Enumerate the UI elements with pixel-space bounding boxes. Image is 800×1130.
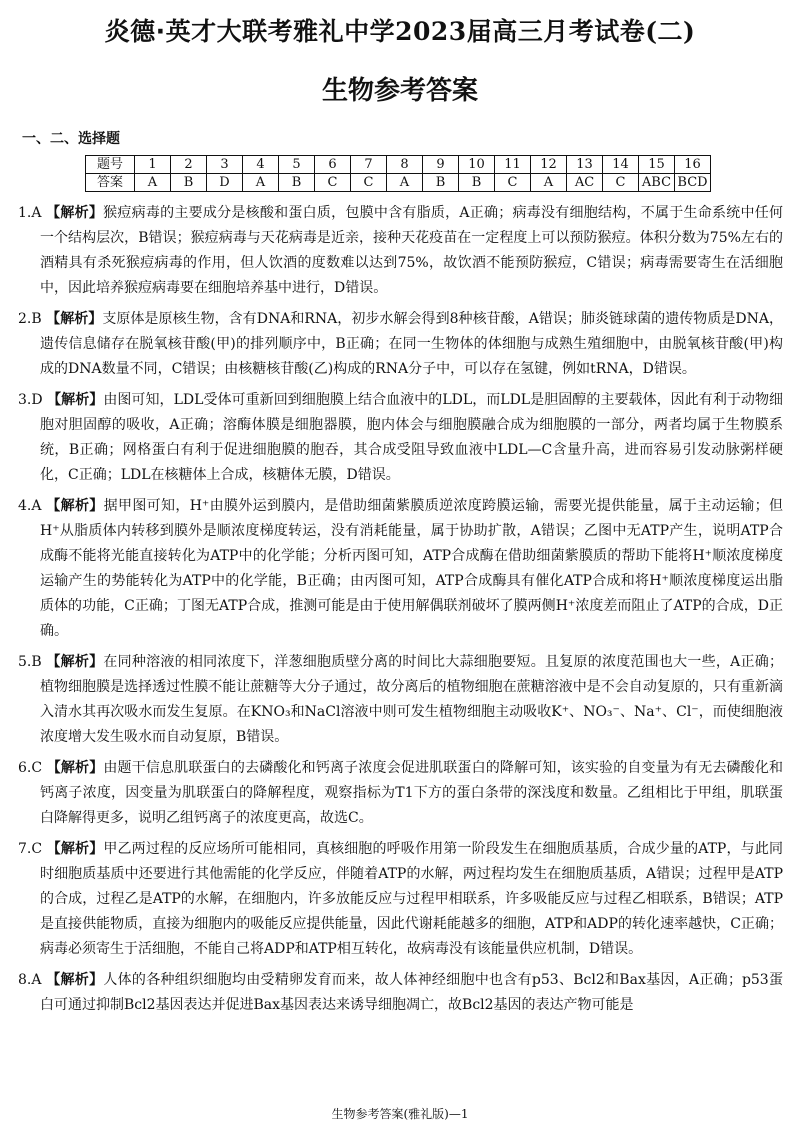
question-number: 9 — [423, 156, 459, 174]
question-number: 8 — [387, 156, 423, 174]
page-subtitle: 生物参考答案 — [321, 76, 478, 106]
question-number: 13 — [567, 156, 603, 174]
explanation-item — [18, 307, 783, 382]
question-number: 16 — [675, 156, 711, 174]
page-title — [0, 12, 800, 48]
answer-table — [85, 155, 711, 192]
page-footer: 生物参考答案(雅礼版)—1 — [331, 1107, 469, 1121]
explanation-item — [18, 756, 783, 831]
explanation-item — [18, 201, 783, 301]
answer-cell: C — [495, 174, 531, 192]
explanation-text: 猴痘病毒的主要成分是核酸和蛋白质，包膜中含有脂质，A正确；病毒没有细胞结构，不属于生命系统中任何一个结构层次，B错误；猴痘病毒与天花病毒是近亲，接种天花疫苗在一定程度上可以预防猴痘。体积分数为75%左右的酒精具有杀死猴痘病毒的作用，但人饮酒的度数难以达到75%，故饮酒不能预防猴痘，C错误；病毒需要寄生在活细胞中，因此培养猴痘病毒要在细胞培养基中进行，D错误。 — [40, 205, 784, 296]
question-answer-label: 1.A — [18, 205, 42, 221]
explanation-item — [18, 494, 783, 644]
question-answer-label: 8.A — [18, 972, 42, 988]
question-number: 2 — [171, 156, 207, 174]
answer-cell: C — [603, 174, 639, 192]
answer-cell: AC — [567, 174, 603, 192]
question-number: 14 — [603, 156, 639, 174]
question-number: 3 — [207, 156, 243, 174]
answer-cell: A — [531, 174, 567, 192]
answer-cell: B — [459, 174, 495, 192]
explanation-list — [18, 201, 783, 1024]
analysis-tag: 【解析】 — [46, 654, 104, 670]
question-number: 15 — [639, 156, 675, 174]
question-answer-label: 5.B — [18, 654, 42, 670]
answer-cell: C — [351, 174, 387, 192]
question-answer-label: 4.A — [18, 498, 42, 514]
analysis-tag: 【解析】 — [47, 392, 104, 408]
question-number: 6 — [315, 156, 351, 174]
exam-brand: 炎德·英才大联考 — [104, 17, 294, 46]
answer-cell: B — [171, 174, 207, 192]
question-answer-label: 3.D — [18, 392, 43, 408]
answer-cell: B — [279, 174, 315, 192]
explanation-text: 人体的各种组织细胞均由受精卵发育而来，故人体神经细胞中也含有p53、Bcl2和Bax基因，A正确；p53蛋白可通过抑制Bcl2基因表达并促进Bax基因表达来诱导细胞凋亡，故Bcl2基因的表达产物可能是 — [40, 972, 784, 1013]
question-answer-label: 2.B — [18, 311, 42, 327]
question-number: 11 — [495, 156, 531, 174]
question-number: 4 — [243, 156, 279, 174]
answer-cell: ABC — [639, 174, 675, 192]
question-number: 10 — [459, 156, 495, 174]
answer-table-number-row — [86, 156, 711, 174]
analysis-tag: 【解析】 — [46, 205, 104, 221]
answer-cell: A — [387, 174, 423, 192]
answer-cell: BCD — [675, 174, 711, 192]
explanation-text: 甲乙两过程的反应场所可能相同，真核细胞的呼吸作用第一阶段发生在细胞质基质，合成少量的ATP，与此同时细胞质基质中还要进行其他需能的化学反应，伴随着ATP的水解，两过程均发生在细胞质基质，A错误；过程甲是ATP的合成，过程乙是ATP的水解，在细胞内，许多放能反应与过程甲相联系，许多吸能反应与过程乙相联系，B错误；ATP是直接供能物质，直接为细胞内的吸能反应提供能量，因此代谢耗能越多的细胞，ATP和ADP的转化速率越快，C正确；病毒必须寄生于活细胞，不能自己将ADP和ATP相互转化，故病毒没有该能量供应机制，D错误。 — [40, 841, 783, 957]
question-number: 1 — [135, 156, 171, 174]
section-heading: 一、二、选择题 — [22, 131, 120, 147]
question-number: 5 — [279, 156, 315, 174]
analysis-tag: 【解析】 — [46, 972, 104, 988]
analysis-tag: 【解析】 — [46, 760, 104, 776]
explanation-text: 在同种溶液的相同浓度下，洋葱细胞质壁分离的时间比大蒜细胞要短。且复原的浓度范围也大一些，A正确；植物细胞膜是选择透过性膜不能让蔗糖等大分子通过，故分离后的植物细胞在蔗糖溶液中是不会自动复原的，只有重新滴入清水其再次吸水而发生复原。在KNO₃和NaCl溶液中则可发生植物细胞主动吸收K⁺、NO₃⁻、Na⁺、Cl⁻，而使细胞液浓度增大发生吸水而自动复原，B错误。 — [40, 654, 784, 745]
explanation-text: 据甲图可知，H⁺由膜外运到膜内，是借助细菌紫膜质逆浓度跨膜运输，需要光提供能量，属于主动运输；但H⁺从脂质体内转移到膜外是顺浓度梯度转运，没有消耗能量，属于协助扩散，A错误；乙图中无ATP产生，说明ATP合成酶不能将光能直接转化为ATP中的化学能；分析丙图可知，ATP合成酶在借助细菌紫膜质的帮助下能将H⁺顺浓度梯度运输产生的势能转化为ATP中的化学能，B正确；由丙图可知，ATP合成酶具有催化ATP合成和将H⁺顺浓度梯度运出脂质体的功能，C正确；丁图无ATP合成，推测可能是由于使用解偶联剂破坏了膜两侧H⁺浓度差而阻止了ATP的合成，D正确。 — [40, 498, 783, 639]
answer-cell: A — [135, 174, 171, 192]
analysis-tag: 【解析】 — [46, 498, 104, 514]
row-label-answer: 答案 — [86, 174, 135, 192]
exam-title: 雅礼中学2023届高三月考试卷(二) — [293, 17, 696, 46]
question-answer-label: 6.C — [18, 760, 43, 776]
explanation-text: 由图可知，LDL受体可重新回到细胞膜上结合血液中的LDL，而LDL是胆固醇的主要载体，因此有利于动物细胞对胆固醇的吸收，A正确；溶酶体膜是细胞器膜，胞内体会与细胞膜融合成为细胞膜的一部分，两者均属于生物膜系统，B正确；网格蛋白有利于促进细胞膜的胞吞，其合成受阻导致血液中LDL—C含量升高，进而容易引发动脉粥样硬化，C正确；LDL在核糖体上合成，核糖体无膜，D错误。 — [40, 392, 784, 483]
analysis-tag: 【解析】 — [46, 841, 104, 857]
question-number: 12 — [531, 156, 567, 174]
explanation-text: 由题干信息肌联蛋白的去磷酸化和钙离子浓度会促进肌联蛋白的降解可知，该实验的自变量为有无去磷酸化和钙离子浓度，因变量为肌联蛋白的降解程度，观察指标为T1下方的蛋白条带的深浅度和数量。乙组相比于甲组，肌联蛋白降解得更多，说明乙组钙离子的浓度更高，故选C。 — [40, 760, 784, 826]
answer-table-answer-row — [86, 174, 711, 192]
explanation-item — [18, 388, 783, 488]
row-label-number: 题号 — [86, 156, 135, 174]
analysis-tag: 【解析】 — [46, 311, 103, 327]
explanation-item — [18, 650, 783, 750]
explanation-text: 支原体是原核生物，含有DNA和RNA，初步水解会得到8种核苷酸，A错误；肺炎链球菌的遗传物质是DNA，遗传信息储存在脱氧核苷酸(甲)的排列顺序中，B正确；在同一生物体的体细胞与成熟生殖细胞中，由脱氧核苷酸(甲)构成的DNA数量不同，C错误；由核糖核苷酸(乙)构成的RNA分子中，可以存在氢键，例如tRNA，D错误。 — [40, 311, 784, 377]
answer-cell: B — [423, 174, 459, 192]
question-answer-label: 7.C — [18, 841, 43, 857]
explanation-item — [18, 968, 783, 1018]
explanation-item — [18, 837, 783, 962]
question-number: 7 — [351, 156, 387, 174]
answer-cell: C — [315, 174, 351, 192]
answer-cell: A — [243, 174, 279, 192]
answer-cell: D — [207, 174, 243, 192]
